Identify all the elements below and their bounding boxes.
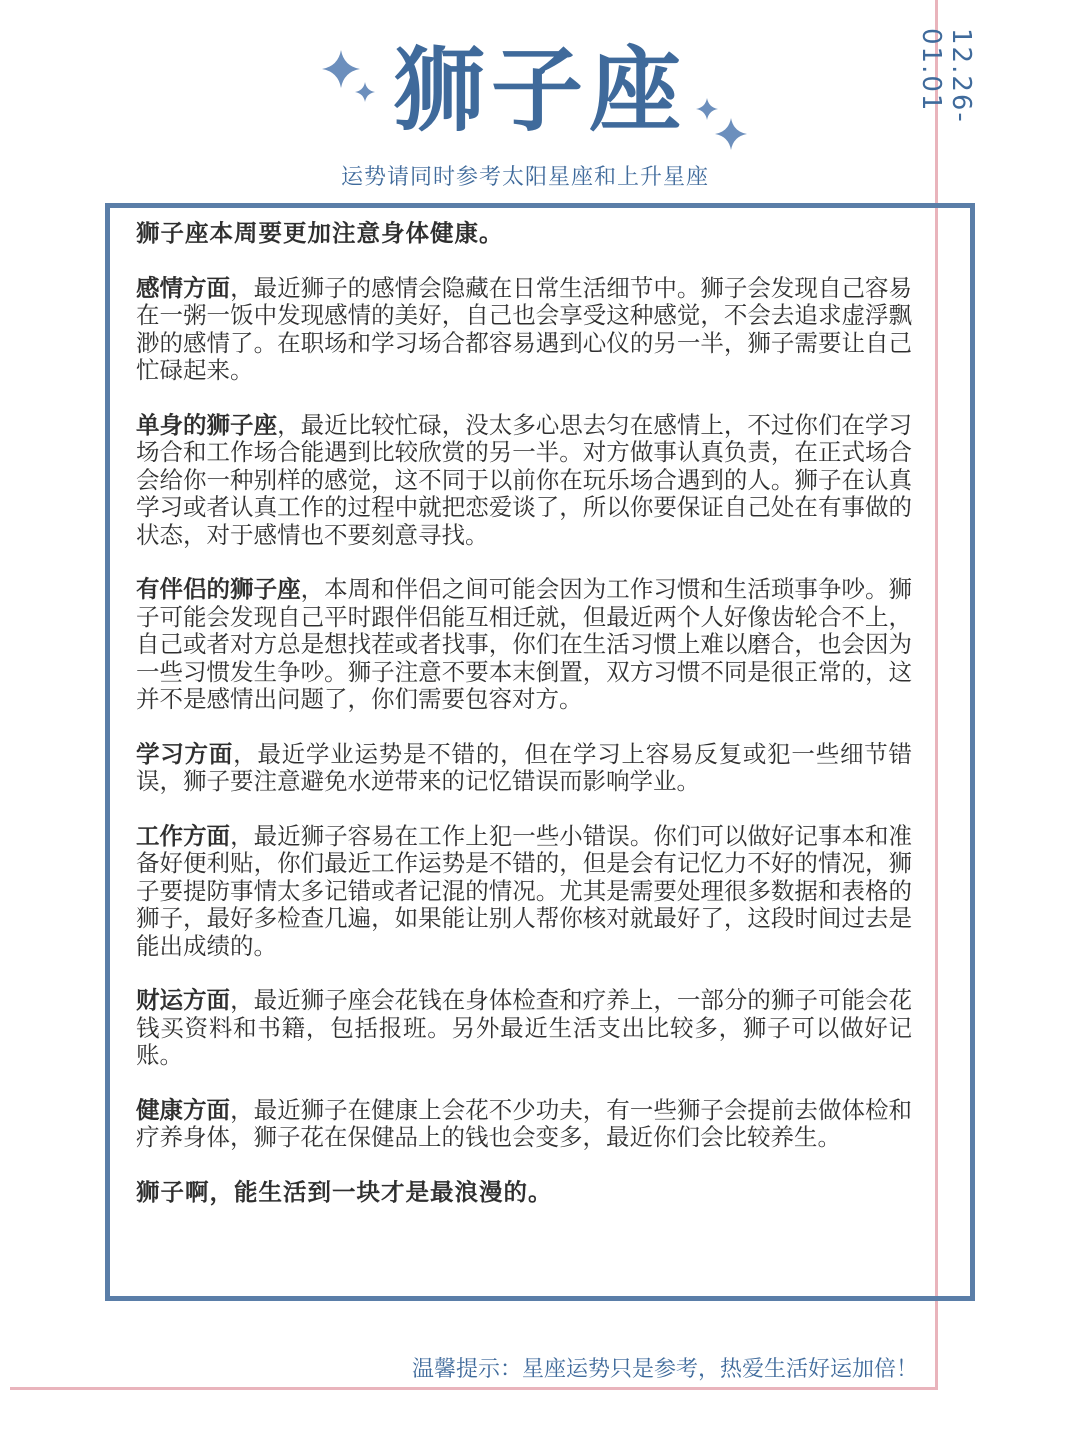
section-text: ，最近狮子座会花钱在身体检查和疗养上，一部分的狮子可能会花钱买资料和书籍，包括报班。另外最近生活支出比较多，狮子可以做好记账。 (136, 986, 912, 1069)
section-text: ，最近狮子的感情会隐藏在日常生活细节中。狮子会发现自己容易在一粥一饭中发现感情的美好，自己也会享受这种感觉，不会去追求虚浮飘渺的感情了。在职场和学习场合都容易遇到心仪的另一半，狮子需要让自己忙碌起来。 (136, 273, 912, 384)
closing-line: 狮子啊，能生活到一块才是最浪漫的。 (136, 1177, 553, 1206)
section-partnered (136, 576, 912, 714)
subtitle: 运势请同时参考太阳星座和上升星座 (340, 165, 709, 190)
horoscope-content (136, 220, 912, 1206)
section-label: 工作方面 (136, 821, 231, 850)
section-label: 单身的狮子座 (136, 410, 278, 439)
page-title: 狮子座 (392, 37, 687, 144)
section-study (136, 741, 912, 796)
section-label: 学习方面 (136, 739, 234, 768)
section-text: ，本周和伴侣之间可能会因为工作习惯和生活琐事争吵。狮子可能会发现自己平时跟伴侣能互相迁就，但最近两个人好像齿轮合不上，自己或者对方总是想找茬或者找事，你们在生活习惯上难以磨合，也会因为一些习惯发生争吵。狮子注意不要本末倒置，双方习惯不同是很正常的，这并不是感情出问题了，你们需要包容对方。 (136, 575, 912, 713)
footer-tip: 温馨提示：星座运势只是参考，热爱生活好运加倍！ (411, 1357, 918, 1382)
sparkle-left-small-icon (355, 82, 375, 102)
date-range: 12.26-01.01 (916, 28, 976, 124)
section-label: 健康方面 (136, 1095, 231, 1124)
section-work (136, 823, 912, 961)
section-health (136, 1097, 912, 1152)
section-wealth (136, 987, 912, 1070)
section-emotion (136, 275, 912, 385)
section-label: 感情方面 (136, 273, 231, 302)
summary-heading: 狮子座本周要更加注意身体健康。 (136, 219, 504, 247)
section-text: ，最近狮子容易在工作上犯一些小错误。你们可以做好记事本和准备好便利贴，你们最近工作运势是不错的，但是会有记忆力不好的情况，狮子要提防事情太多记错或者记混的情况。尤其是需要处理很多数据和表格的狮子，最好多检查几遍，如果能让别人帮你核对就最好了，这段时间过去是能出成绩的。 (136, 821, 912, 960)
section-label: 财运方面 (136, 986, 231, 1014)
section-label: 有伴侣的狮子座 (136, 575, 301, 603)
section-text: ，最近比较忙碌，没太多心思去匀在感情上，不过你们在学习场合和工作场合能遇到比较欣赏的另一半。对方做事认真负责，在正式场合会给你一种别样的感觉，这不同于以前你在玩乐场合遇到的人。狮子在认真学习或者认真工作的过程中就把恋爱谈了，所以你要保证自己处在有事做的状态，对于感情也不要刻意寻找。 (136, 410, 912, 549)
pink-horizontal-line (10, 1387, 938, 1390)
section-text: ，最近狮子在健康上会花不少功夫，有一些狮子会提前去做体检和疗养身体，狮子花在保健品上的钱也会变多，最近你们会比较养生。 (136, 1095, 912, 1151)
sparkle-right-large-icon (715, 118, 747, 150)
section-text: ，最近学业运势是不错的，但在学习上容易反复或犯一些细节错误，狮子要注意避免水逆带来的记忆错误而影响学业。 (136, 739, 913, 795)
section-single (136, 412, 912, 550)
